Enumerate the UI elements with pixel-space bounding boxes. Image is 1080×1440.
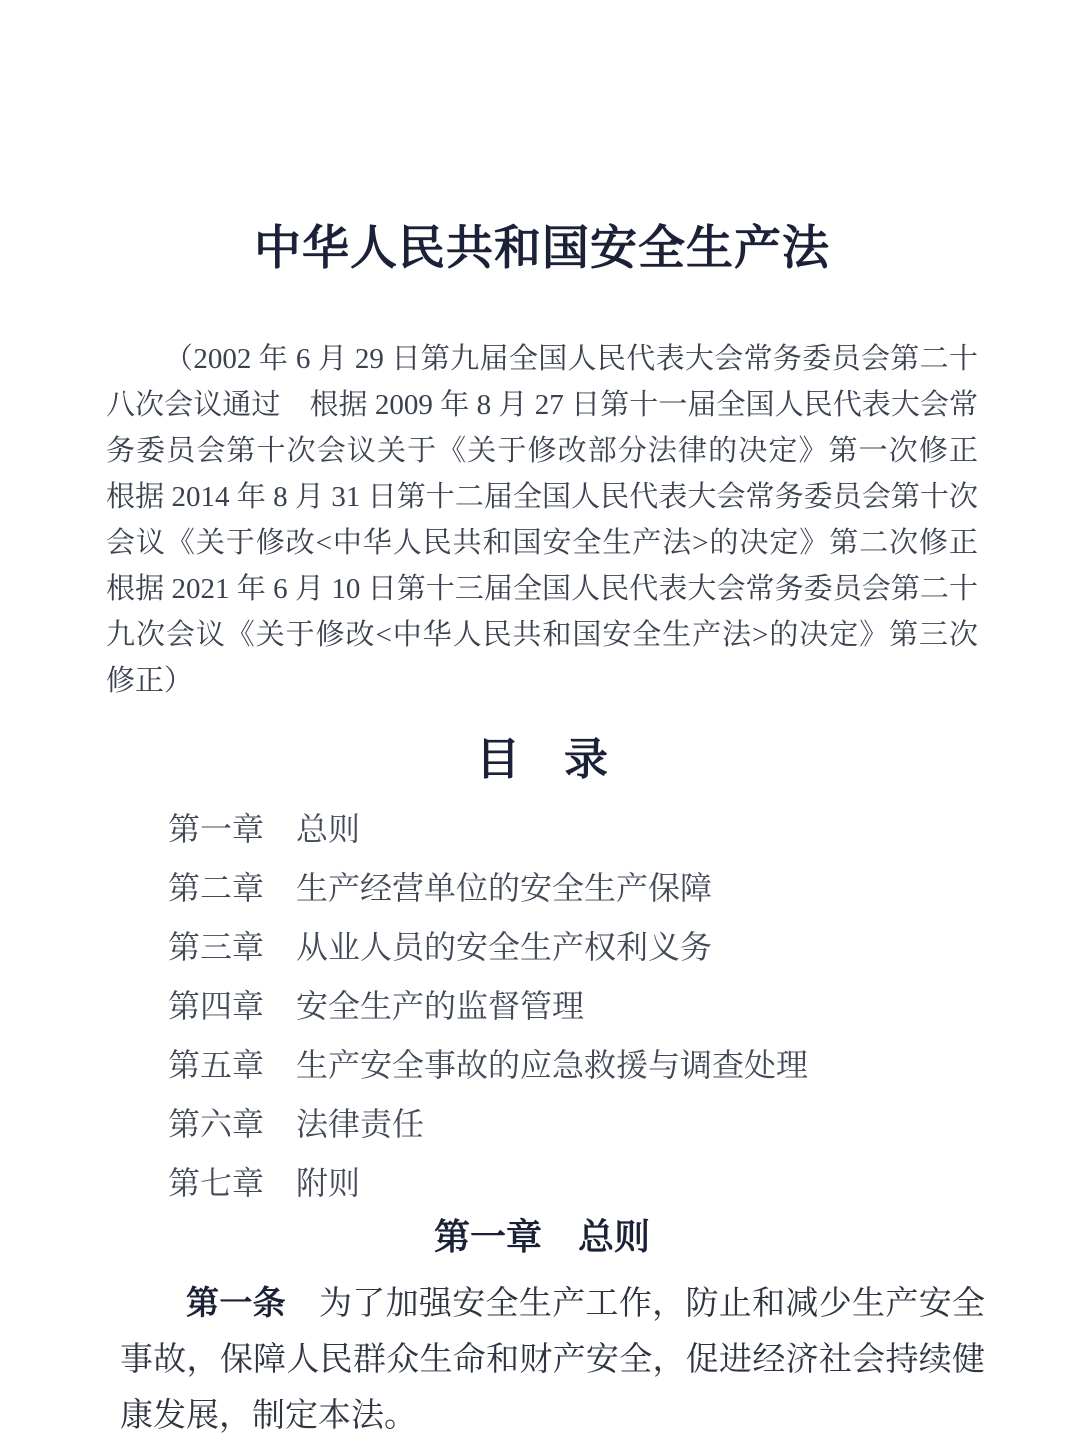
toc-chapter-title: 总则 (296, 811, 361, 847)
toc-chapter-number: 第四章 (168, 988, 265, 1024)
article-1-paragraph (120, 1275, 985, 1440)
toc-chapter-title: 生产安全事故的应急救援与调查处理 (296, 1047, 809, 1083)
toc-item-chapter-4 (168, 977, 978, 1036)
enactment-history-note: （2002 年 6 月 29 日第九届全国人民代表大会常务委员会第二十八次会议通过 根据 2009 年 8 月 27 日第十一届全国人民代表大会常务委员会第十次会议关于《关于修改部分法律的决定》第一次修正 根据 2014 年 8 月 31 日第十二届全国人民代表大会常务委员会第十次会议《关于修改<中华人民共和国安全生产法>的决定》第二次修正 根据 2021 年 6 月 10 日第十三届全国人民代表大会常务委员会第二十九次会议《关于修改<中华人民共和国安全生产法>的决定》第三次修正） (106, 343, 1008, 697)
toc-list (106, 800, 978, 1213)
toc-chapter-title: 从业人员的安全生产权利义务 (296, 929, 713, 965)
toc-chapter-number: 第五章 (168, 1047, 265, 1083)
toc-chapter-number: 第一章 (168, 811, 265, 847)
chapter-1-heading: 第一章 总则 (433, 1216, 650, 1257)
toc-chapter-number: 第二章 (168, 870, 265, 906)
toc-chapter-number: 第六章 (168, 1106, 265, 1142)
toc-item-chapter-2 (168, 859, 978, 918)
toc-chapter-title: 法律责任 (296, 1106, 425, 1142)
article-1-number: 第一条 (186, 1284, 286, 1321)
toc-item-chapter-1 (168, 800, 978, 859)
toc-chapter-title: 生产经营单位的安全生产保障 (296, 870, 713, 906)
article-1-text: 为了加强安全生产工作，防止和减少生产安全事故，保障人民群众生命和财产安全，促进经济社会持续健康发展，制定本法。 (120, 1286, 986, 1434)
toc-chapter-number: 第三章 (168, 929, 265, 965)
toc-heading: 目 录 (476, 735, 608, 784)
toc-chapter-title: 安全生产的监督管理 (296, 988, 585, 1024)
toc-item-chapter-6 (168, 1095, 978, 1154)
toc-item-chapter-5 (168, 1036, 978, 1095)
toc-chapter-title: 附则 (296, 1165, 361, 1201)
toc-item-chapter-7 (168, 1154, 978, 1213)
toc-chapter-number: 第七章 (168, 1165, 265, 1201)
toc-item-chapter-3 (168, 918, 978, 977)
document-title: 中华人民共和国安全生产法 (254, 221, 830, 274)
